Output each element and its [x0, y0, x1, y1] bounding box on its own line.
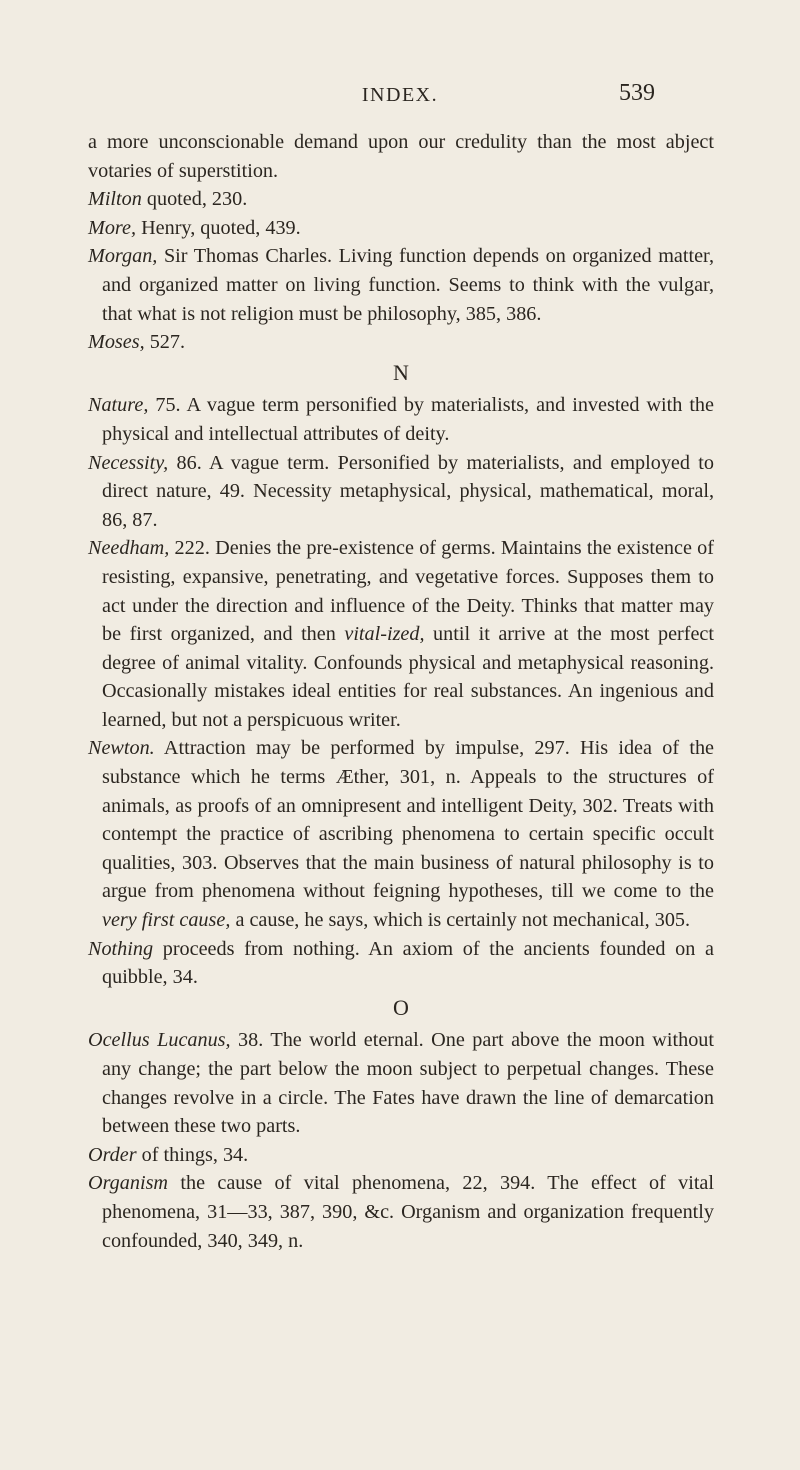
entry-text: 222. Denies the pre-existence of germs. Maintains the existence of resisting, expansive, penetrating, and vegetative forces. Supposes them to act under the direction and influence of the Deity. Thinks that matter may be first organized, and then [102, 537, 714, 646]
section-letter-n: N [393, 359, 409, 385]
index-entry-needham [88, 534, 714, 734]
index-entry-moses [88, 328, 714, 357]
entry-headword: Morgan, [88, 245, 158, 268]
index-entry-milton [88, 185, 714, 214]
entry-text: 527. [144, 331, 186, 354]
entry-text: 86. A vague term. Personified by materialists, and employed to direct nature, 49. Necessity metaphysical, physical, mathematical, moral, 86, 87. [102, 451, 714, 531]
entry-text: until it arrive at the most perfect degree of animal vitality. Confounds physical and metaphysical reasoning. Occasionally mistakes ideal entities for real substances. An ingenious and learned, but not a perspicuous writer. [102, 623, 714, 731]
index-entry-nature [88, 391, 714, 448]
entry-headword: Organism [88, 1172, 169, 1195]
entry-text: Attraction may be performed by impulse, 297. His idea of the substance which he terms Æther, 301, n. Appeals to the structures of animals, as proofs of an omnipresent and intelligent Deity, 302. Treats with contempt the practice of ascribing phenomena to certain specific occult qualities, 303. Observes that the main business of natural philosophy is to argue from phenomena without feigning hypotheses, till we come to the [102, 737, 714, 903]
entry-text: a cause, he says, which is certainly not mechanical, 305. [230, 909, 691, 932]
entry-text: 75. A vague term personified by materialists, and invested with the physical and intellectual attributes of deity. [102, 394, 714, 445]
index-entry-necessity [88, 449, 714, 535]
entry-text: the cause of vital phenomena, 22, 394. The effect of vital phenomena, 31—33, 387, 390, &c. Organism and organization frequently confounded, 340, 349, n. [102, 1172, 714, 1252]
entry-headword: Newton. [88, 737, 155, 760]
entry-headword: Order [88, 1143, 137, 1166]
entry-text: proceeds from nothing. An axiom of the ancients founded on a quibble, 34. [102, 937, 714, 989]
section-letter-o: O [393, 994, 409, 1020]
entry-headword: Ocellus Lucanus, [88, 1029, 231, 1052]
entry-headword: Nature, [88, 394, 149, 417]
entry-headword: More, [88, 216, 137, 239]
index-body [88, 128, 714, 1255]
entry-text: of things, 34. [136, 1143, 249, 1166]
index-entry-morgan [88, 242, 714, 328]
entry-headword: Milton [88, 188, 142, 211]
entry-italic-term: very first cause, [102, 909, 231, 932]
index-entry-nothing [88, 935, 714, 992]
entry-headword: Needham, [88, 537, 170, 560]
entry-headword: Necessity, [88, 451, 169, 474]
page-number: 539 [619, 80, 655, 106]
entry-text: Henry, quoted, 439. [136, 216, 301, 239]
running-head-title: INDEX. [361, 84, 439, 106]
continued-entry: a more unconscionable demand upon our credulity than the most abject votaries of superstition. [88, 131, 714, 182]
entry-italic-term: vital-ized, [344, 623, 425, 646]
running-head [0, 78, 800, 108]
entry-text: 38. The world eternal. One part above the moon without any change; the part below the moon subject to perpetual changes. These changes revolve in a circle. The Fates have drawn the line of demarcation between these two parts. [102, 1029, 714, 1138]
entry-headword: Nothing [88, 937, 154, 960]
entry-headword: Moses, [88, 331, 145, 354]
index-entry-order [88, 1141, 714, 1170]
index-entry-more [88, 214, 714, 243]
index-entry-ocellus [88, 1026, 714, 1140]
index-entry-newton [88, 734, 714, 934]
entry-text: quoted, 230. [141, 188, 248, 211]
index-entry-organism [88, 1169, 714, 1255]
entry-text: Sir Thomas Charles. Living function depends on organized matter, and organized matter on living function. Seems to think with the vulgar, that what is not religion must be philosophy, 385, 386. [102, 245, 714, 325]
